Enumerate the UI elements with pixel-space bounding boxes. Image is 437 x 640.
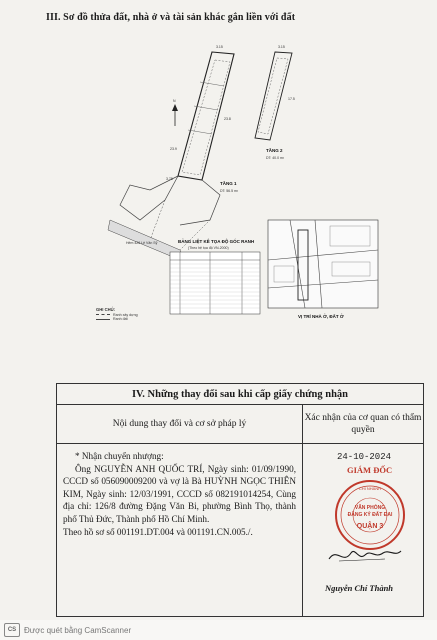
svg-text:3.15: 3.15 [216, 45, 223, 49]
coordinate-table-title: BẢNG LIỆT KÊ TỌA ĐỘ GÓC RANH [178, 239, 255, 244]
dossier-reference: Theo hồ sơ số 001191.DT.004 và 001191.CN.005./. [63, 526, 253, 537]
floor1-area: DT: 56.5 m² [220, 189, 239, 193]
content-column-header: Nội dung thay đổi và cơ sở pháp lý [57, 405, 302, 444]
svg-text:ĐĂNG KÝ ĐẤT ĐAI: ĐĂNG KÝ ĐẤT ĐAI [347, 512, 393, 518]
legend-item: Ranh xây dựng [113, 312, 138, 317]
changes-content-column [57, 405, 303, 616]
floor1-plan [108, 45, 239, 262]
director-title: GIÁM ĐỐC [347, 465, 393, 475]
confirmation-date: 24-10-2024 [337, 452, 392, 462]
scanner-footer [0, 620, 437, 640]
signer-name: Nguyễn Chí Thành [325, 583, 394, 593]
legend-heading: GHI CHÚ: [96, 307, 116, 312]
location-map [268, 220, 378, 319]
section-4-title: IV. Những thay đổi sau khi cấp giấy chứng nhận [57, 384, 423, 405]
solid-line-icon [96, 319, 110, 320]
official-seal-icon [333, 478, 407, 552]
transfer-details: Ông NGUYỄN ANH QUỐC TRÍ, Ngày sinh: 01/09/1990, CCCD số 056090009200 và vợ là Bà HUỲNH NGỌC THIÊN KIM, Ngày sinh: 12/03/1991, CCCD số 082191014254, Cùng địa chỉ: 126/8 đường Đặng Văn Bi, phường Bình Thọ, thành phố Thủ Đức, Thành phố Hồ Chí Minh. [63, 463, 296, 524]
section-3-title: III. Sơ đồ thửa đất, nhà ở và tài sản khác gắn liền với đất [46, 12, 296, 23]
floor2-area: DT: 40.0 m² [266, 156, 285, 160]
svg-text:CHI NHÁNH: CHI NHÁNH [358, 486, 382, 491]
legend-item: Ranh đất [113, 317, 128, 322]
change-record [57, 444, 302, 538]
floor2-plan [255, 45, 295, 160]
street-label: Hẻm 426 Lê Văn Sỹ [126, 241, 158, 245]
coordinate-table [170, 237, 260, 314]
plan-legend [96, 308, 426, 322]
svg-text:N: N [173, 99, 176, 103]
dashed-line-icon [96, 314, 110, 315]
location-map-label: VỊ TRÍ NHÀ Ở, ĐẤT Ở [298, 314, 344, 319]
authority-column [303, 405, 423, 616]
svg-text:17.5: 17.5 [288, 97, 295, 101]
floor2-label: TẦNG 2 [266, 148, 283, 153]
svg-text:3.75: 3.75 [166, 177, 173, 181]
changes-table [56, 383, 424, 617]
svg-text:23.9: 23.9 [170, 147, 177, 151]
coordinate-table-subtitle: (Theo hệ tọa độ VN-2000) [188, 246, 229, 250]
signature-icon [325, 543, 405, 567]
svg-text:23.8: 23.8 [224, 117, 231, 121]
authority-column-header: Xác nhận của cơ quan có thẩm quyền [303, 405, 423, 444]
scanner-caption: Được quét bằng CamScanner [24, 625, 132, 635]
plot-drawing [70, 30, 420, 330]
camscanner-logo-icon: CS [4, 623, 20, 637]
svg-text:QUẬN 3: QUẬN 3 [356, 523, 384, 530]
north-arrow-icon [172, 99, 178, 126]
floor1-label: TẦNG 1 [220, 181, 237, 186]
svg-text:VĂN PHÒNG: VĂN PHÒNG [354, 505, 386, 511]
svg-text:3.15: 3.15 [278, 45, 285, 49]
legend-row [96, 317, 426, 322]
transfer-heading: * Nhận chuyển nhượng: [75, 451, 164, 461]
land-plot-diagram [70, 30, 420, 330]
